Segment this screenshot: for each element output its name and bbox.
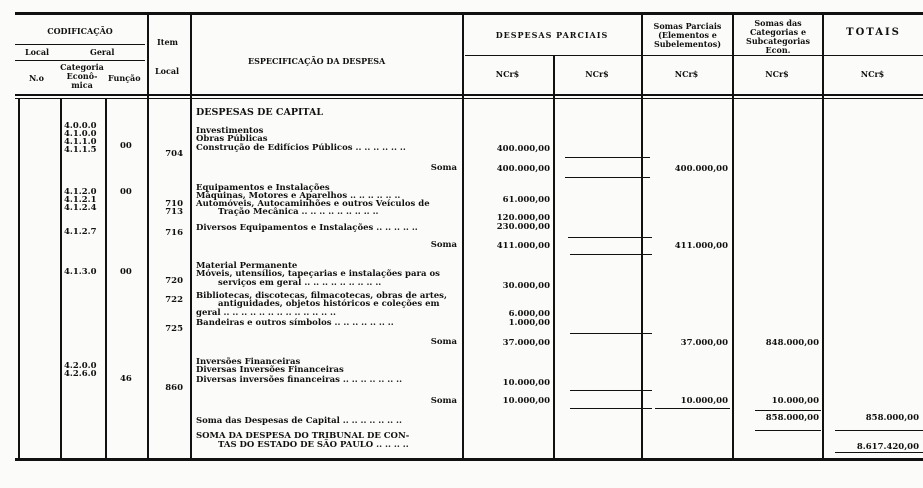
soma-parcial-value: 37.000,00	[680, 338, 728, 348]
partial-value: 411.000,00	[496, 241, 550, 251]
funcao: 00	[120, 267, 132, 277]
currency-label: NCr$	[495, 69, 520, 79]
header-bottom-rule	[15, 94, 923, 96]
spec-line: Equipamentos e Instalações	[196, 183, 330, 193]
spec-line: Diversas inversões financeiras .. .. .. .. .. .. ..	[196, 375, 403, 385]
code: 4.1.3.0	[64, 267, 97, 277]
sum-rule	[570, 333, 652, 334]
code: 4.1.0.0	[64, 129, 97, 139]
code: 4.1.1.0	[64, 137, 97, 147]
spec-line: SOMA DA DESPESA DO TRIBUNAL DE CON-	[196, 431, 410, 441]
sum-rule	[755, 410, 821, 411]
section-title: DESPESAS DE CAPITAL	[196, 107, 324, 118]
sum-rule	[835, 452, 923, 453]
header-no: N.o	[29, 73, 44, 83]
header-codificacao: CODIFICAÇÃO	[47, 26, 113, 36]
partial-value: 1.000,00	[508, 318, 550, 328]
spec-line: TAS DO ESTADO DE SÃO PAULO .. .. .. ..	[218, 440, 409, 450]
total-value: 858.000,00	[865, 413, 919, 423]
soma-categoria-value: 848.000,00	[765, 338, 819, 348]
header-somas-parciais: Somas Parciais (Elementos e Subelementos)	[653, 21, 722, 49]
sum-rule	[570, 254, 652, 255]
spec-line: geral .. .. .. .. .. .. .. .. .. .. .. .. ..	[196, 308, 336, 318]
item-local: 716	[165, 228, 183, 238]
spec-line: antiguidades, objetos históricos e coleções em	[218, 299, 440, 309]
item-local: 722	[165, 295, 183, 305]
partial-value: 30.000,00	[502, 281, 550, 291]
sum-rule	[835, 430, 923, 431]
item-local: 710	[165, 199, 183, 209]
header-totais: TOTAIS	[846, 27, 901, 38]
code: 4.2.6.0	[64, 369, 97, 379]
spec-line: serviços em geral .. .. .. .. .. .. .. .. ..	[218, 278, 382, 288]
item-local: 860	[165, 383, 183, 393]
spec-line: Automóveis, Autocaminhões e outros Veículos de	[196, 199, 430, 209]
top-rule	[15, 12, 923, 15]
soma-label: Soma	[430, 396, 457, 406]
spec-line: Diversas Inversões Financeiras	[196, 365, 344, 375]
funcao: 00	[120, 187, 132, 197]
soma-parcial-value: 10.000,00	[680, 396, 728, 406]
spec-line: Investimentos	[196, 126, 264, 136]
header-funcao: Função	[108, 73, 141, 83]
funcao: 46	[120, 374, 132, 384]
col-divider	[732, 15, 734, 460]
soma-label: Soma	[430, 240, 457, 250]
rule	[465, 55, 923, 56]
code: 4.2.0.0	[64, 361, 97, 371]
sum-rule	[565, 157, 650, 158]
col-divider	[553, 55, 555, 460]
header-local: Local	[25, 47, 50, 57]
partial-value: 400.000,00	[496, 164, 550, 174]
code: 4.0.0.0	[64, 121, 97, 131]
header-despesas-parciais: DESPESAS PARCIAIS	[495, 30, 609, 40]
funcao: 00	[120, 141, 132, 151]
sum-rule	[755, 430, 821, 431]
col-divider	[147, 15, 149, 460]
code: 4.1.1.5	[64, 145, 97, 155]
spec-line: Máquinas, Motores e Aparelhos .. .. .. .. .. ..	[196, 191, 401, 201]
rule	[15, 60, 145, 61]
partial-value: 37.000,00	[502, 338, 550, 348]
partial-value: 230.000,00	[496, 222, 550, 232]
partial-value: 120.000,00	[496, 213, 550, 223]
total-value: 8.617.420,00	[856, 442, 919, 452]
col-divider	[105, 98, 107, 460]
sum-rule	[570, 408, 652, 409]
code: 4.1.2.7	[64, 227, 97, 237]
col-divider	[462, 15, 464, 460]
item-local: 713	[165, 207, 183, 217]
header-categoria: Categoria Econô- mica	[60, 62, 104, 90]
item-local: 725	[165, 324, 183, 334]
spec-line: Móveis, utensílios, tapeçarias e instalações para os	[196, 269, 440, 279]
header-item-local: Local	[155, 66, 180, 76]
spec-line: Inversões Financeiras	[196, 357, 301, 367]
soma-label: Soma	[430, 163, 457, 173]
currency-label: NCr$	[585, 69, 609, 79]
header-somas-categorias: Somas das Categorias e Subcategorias Econ.	[746, 18, 810, 55]
header-geral: Geral	[90, 47, 115, 57]
spec-line: Tração Mecânica .. .. .. .. .. .. .. .. ..	[218, 207, 379, 217]
partial-value: 10.000,00	[502, 396, 550, 406]
code: 4.1.2.1	[64, 195, 97, 205]
spec-line: Bandeiras e outros símbolos .. .. .. .. .. .. ..	[196, 318, 394, 328]
partial-value: 10.000,00	[502, 378, 550, 388]
item-local: 720	[165, 276, 183, 286]
soma-label: Soma	[430, 337, 457, 347]
col-divider	[822, 15, 824, 460]
partial-value: 400.000,00	[496, 144, 550, 154]
sum-rule	[568, 237, 652, 238]
spec-line: Diversos Equipamentos e Instalações .. .. .. .. ..	[196, 223, 418, 233]
bottom-rule	[15, 458, 923, 461]
currency-label: NCr$	[860, 69, 885, 79]
soma-categoria-value: 858.000,00	[765, 413, 819, 423]
code: 4.1.2.4	[64, 203, 97, 213]
partial-value: 6.000,00	[508, 309, 550, 319]
soma-categoria-value: 10.000,00	[771, 396, 819, 406]
sum-rule	[570, 390, 652, 391]
header-bottom-rule-2	[15, 98, 923, 99]
sum-rule	[655, 408, 730, 409]
header-item: Item	[157, 37, 178, 47]
partial-value: 61.000,00	[502, 195, 550, 205]
spec-line: Bibliotecas, discotecas, filmacotecas, obras de artes,	[196, 291, 447, 301]
rule	[15, 44, 145, 45]
currency-label: NCr$	[765, 69, 789, 79]
header-especificacao: ESPECIFICAÇÃO DA DESPESA	[248, 56, 386, 66]
spec-line: Material Permanente	[196, 261, 298, 271]
col-divider	[190, 15, 192, 460]
sum-rule	[565, 177, 650, 178]
soma-parcial-value: 411.000,00	[674, 241, 728, 251]
code: 4.1.2.0	[64, 187, 97, 197]
spec-line: Obras Públicas	[196, 134, 268, 144]
col-divider	[60, 98, 62, 460]
soma-parcial-value: 400.000,00	[674, 164, 728, 174]
col-divider	[18, 98, 20, 460]
spec-line: Soma das Despesas de Capital .. .. .. .. .. .. ..	[196, 416, 402, 426]
item-local: 704	[165, 149, 183, 159]
spec-line: Construção de Edifícios Públicos .. .. .. .. .. ..	[196, 143, 406, 153]
currency-label: NCr$	[674, 69, 699, 79]
